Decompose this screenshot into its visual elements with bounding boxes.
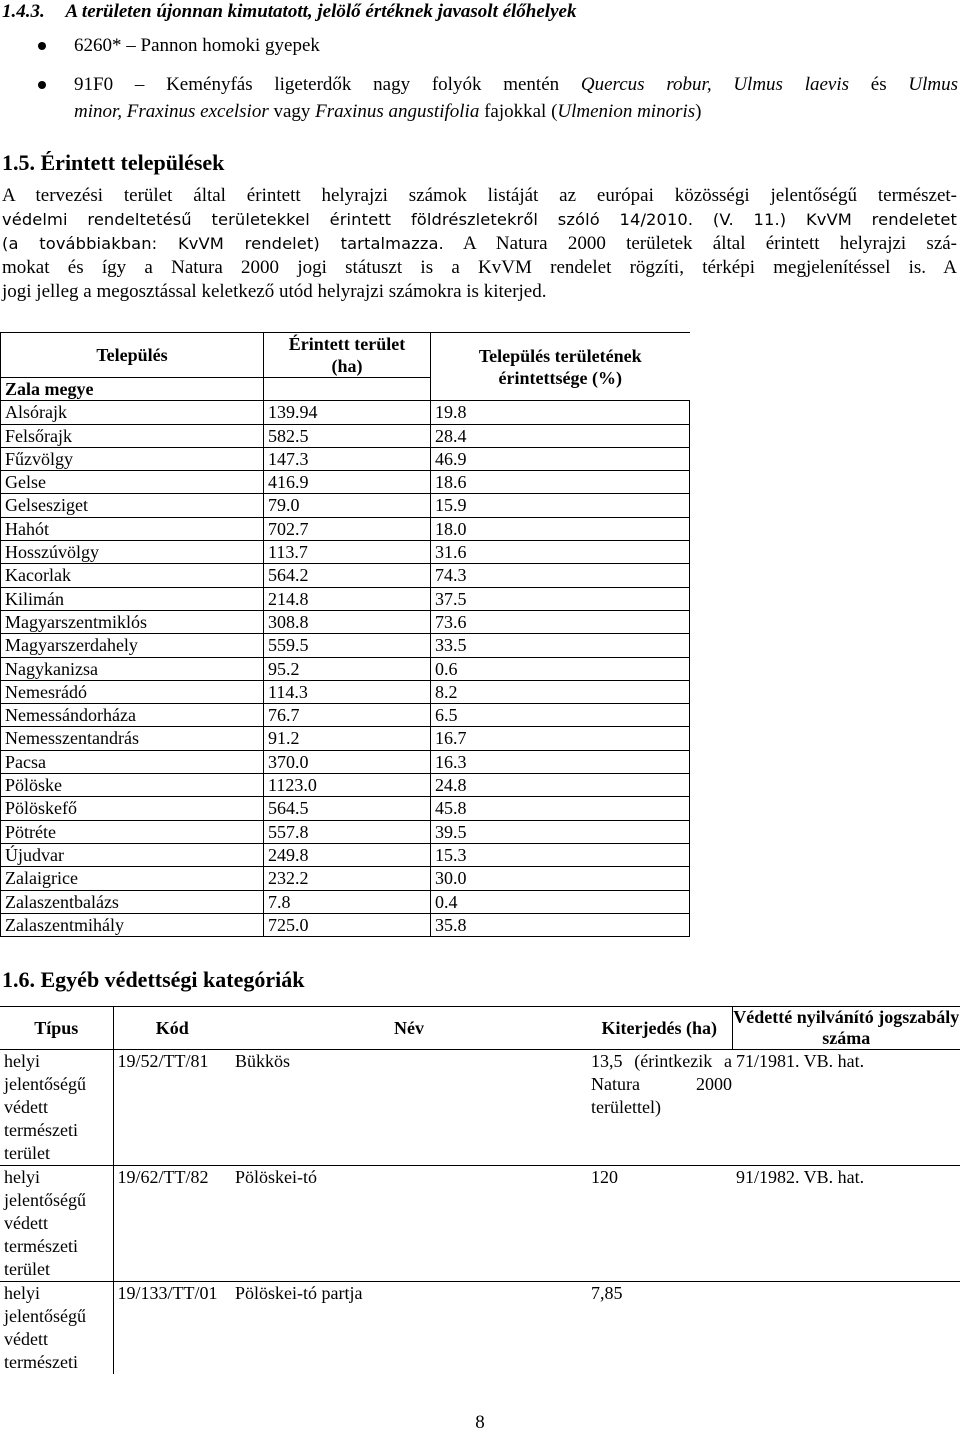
cell-erintettseg: 18.0	[431, 517, 690, 540]
cell-code: 19/52/TT/81	[113, 1050, 231, 1166]
empty-cell	[264, 378, 431, 401]
section-heading-1-4-3	[2, 0, 576, 24]
cell-erintettseg: 33.5	[431, 634, 690, 657]
table-header-row	[1, 333, 690, 378]
table-row	[1, 401, 690, 424]
cell-erintett-terulet: 370.0	[264, 750, 431, 773]
cell-erintett-terulet: 91.2	[264, 727, 431, 750]
cell-erintett-terulet: 249.8	[264, 843, 431, 866]
section-title: Érintett települések	[40, 150, 225, 175]
cell-erintettseg: 39.5	[431, 820, 690, 843]
cell-erintettseg: 30.0	[431, 867, 690, 890]
cell-name: Pölöskei-tó partja	[235, 1283, 363, 1303]
table-row	[1, 727, 690, 750]
table-row	[1, 680, 690, 703]
cell-erintett-terulet: 559.5	[264, 634, 431, 657]
cell-telepules: Nemesrádó	[1, 680, 264, 703]
cell-telepules: Nagykanizsa	[1, 657, 264, 680]
bullet-item: 6260* – Pannon homoki gyepek	[74, 35, 320, 56]
table-row	[1, 890, 690, 913]
cell-erintett-terulet: 232.2	[264, 867, 431, 890]
cell-erintett-terulet: 308.8	[264, 610, 431, 633]
cell-telepules: Hosszúvölgy	[1, 541, 264, 564]
section-number: 1.6.	[2, 967, 35, 992]
cell-erintett-terulet: 139.94	[264, 401, 431, 424]
table-row	[1, 820, 690, 843]
col-header-tipus: Típus	[0, 1007, 113, 1050]
cell-telepules: Kilimán	[1, 587, 264, 610]
section-number: 1.5.	[2, 150, 35, 175]
cell-erintettseg: 16.3	[431, 750, 690, 773]
bullet-dot	[38, 42, 46, 50]
cell-telepules: Zalaszentmihály	[1, 913, 264, 936]
table-row	[1, 704, 690, 727]
col-header-erintett-terulet: Érintett terület (ha)	[264, 333, 431, 378]
cell-telepules: Pölöskefő	[1, 797, 264, 820]
table-row	[1, 564, 690, 587]
table-row	[1, 843, 690, 866]
cell-erintett-terulet: 725.0	[264, 913, 431, 936]
telepulesek-table	[0, 332, 690, 937]
cell-code: 19/133/TT/01	[117, 1283, 218, 1303]
table-row	[1, 447, 690, 470]
table-row	[0, 1050, 960, 1166]
cell-telepules: Kacorlak	[1, 564, 264, 587]
cell-erintett-terulet: 702.7	[264, 517, 431, 540]
cell-type: helyi jelentőségű védett természeti	[0, 1282, 113, 1375]
cell-telepules: Nemessándorháza	[1, 704, 264, 727]
cell-telepules: Pacsa	[1, 750, 264, 773]
cell-erintett-terulet: 1123.0	[264, 774, 431, 797]
section-number: 1.4.3.	[2, 1, 45, 22]
section-heading-1-5	[2, 150, 224, 176]
page-number: 8	[475, 1412, 485, 1433]
cell-erintettseg: 18.6	[431, 471, 690, 494]
table-row	[1, 471, 690, 494]
cell-erintett-terulet: 7.8	[264, 890, 431, 913]
cell-telepules: Magyarszerdahely	[1, 634, 264, 657]
cell-erintettseg: 46.9	[431, 447, 690, 470]
cell-erintettseg: 74.3	[431, 564, 690, 587]
cell-name: Pölöskei-tó	[231, 1166, 587, 1282]
vedettsegi-table	[0, 1006, 960, 1374]
cell-erintettseg: 35.8	[431, 913, 690, 936]
cell-telepules: Pölöske	[1, 774, 264, 797]
table-row	[0, 1282, 960, 1375]
cell-extent: 13,5 (érintkezik a Natura 2000 területtel)	[587, 1050, 732, 1166]
cell-erintett-terulet: 114.3	[264, 680, 431, 703]
cell-telepules: Felsőrajk	[1, 424, 264, 447]
cell-erintettseg: 19.8	[431, 401, 690, 424]
bullet-item-continuation: minor, Fraxinus excelsior vagy Fraxinus angustifolia fajokkal (Ulmenion minoris)	[74, 101, 702, 122]
cell-telepules: Újudvar	[1, 843, 264, 866]
cell-extent: 120	[587, 1166, 732, 1282]
table-row	[1, 587, 690, 610]
cell-law	[732, 1282, 960, 1375]
cell-erintett-terulet: 564.2	[264, 564, 431, 587]
cell-erintett-terulet: 557.8	[264, 820, 431, 843]
table-row	[1, 867, 690, 890]
cell-erintett-terulet: 147.3	[264, 447, 431, 470]
cell-erintett-terulet: 113.7	[264, 541, 431, 564]
cell-erintettseg: 16.7	[431, 727, 690, 750]
cell-erintettseg: 15.3	[431, 843, 690, 866]
cell-erintettseg: 45.8	[431, 797, 690, 820]
cell-telepules: Hahót	[1, 517, 264, 540]
cell-code: 19/62/TT/82	[113, 1166, 231, 1282]
table-row	[1, 494, 690, 517]
cell-type: helyi jelentőségű védett természeti terület	[0, 1050, 113, 1166]
table-row	[1, 797, 690, 820]
bullet-dot	[38, 81, 46, 89]
col-header-telepules: Település	[1, 333, 264, 378]
table-row	[1, 517, 690, 540]
cell-telepules: Fűzvölgy	[1, 447, 264, 470]
table-row	[1, 424, 690, 447]
table-row	[1, 634, 690, 657]
cell-erintettseg: 73.6	[431, 610, 690, 633]
table-row	[1, 657, 690, 680]
cell-law: 71/1981. VB. hat.	[732, 1050, 960, 1166]
cell-telepules: Nemesszentandrás	[1, 727, 264, 750]
cell-telepules: Gelse	[1, 471, 264, 494]
cell-type: helyi jelentőségű védett természeti terület	[0, 1166, 113, 1282]
cell-erintettseg: 8.2	[431, 680, 690, 703]
cell-erintettseg: 6.5	[431, 704, 690, 727]
table-row	[0, 1166, 960, 1282]
cell-telepules: Zalaigrice	[1, 867, 264, 890]
cell-erintettseg: 24.8	[431, 774, 690, 797]
cell-telepules: Gelsesziget	[1, 494, 264, 517]
cell-telepules: Pötréte	[1, 820, 264, 843]
cell-erintettseg: 0.4	[431, 890, 690, 913]
section-title: A területen újonnan kimutatott, jelölő értéknek javasolt élőhelyek	[65, 1, 577, 22]
col-header-erintettseg: Település területének érintettsége (%)	[431, 333, 690, 401]
cell-erintett-terulet: 582.5	[264, 424, 431, 447]
section-title: Egyéb védettségi kategóriák	[40, 967, 305, 992]
cell-erintett-terulet: 564.5	[264, 797, 431, 820]
cell-erintettseg: 0.6	[431, 657, 690, 680]
cell-erintettseg: 31.6	[431, 541, 690, 564]
cell-name: Bükkös	[231, 1050, 587, 1166]
cell-erintett-terulet: 76.7	[264, 704, 431, 727]
cell-extent: 7,85	[591, 1283, 623, 1303]
cell-erintett-terulet: 214.8	[264, 587, 431, 610]
cell-telepules: Zalaszentbalázs	[1, 890, 264, 913]
section-heading-1-6	[2, 966, 304, 994]
cell-erintettseg: 37.5	[431, 587, 690, 610]
bullet-item: 91F0 – Keményfás ligeterdők nagy folyók mentén Quercus robur, Ulmus laevis és Ulmus	[74, 74, 958, 95]
col-header-kiterjedes: Kiterjedés (ha)	[587, 1007, 732, 1050]
cell-erintettseg: 15.9	[431, 494, 690, 517]
table-row	[1, 774, 690, 797]
table-row	[1, 541, 690, 564]
col-header-kod: Kód	[113, 1007, 231, 1050]
table-row	[1, 750, 690, 773]
cell-telepules: Magyarszentmiklós	[1, 610, 264, 633]
col-header-nev: Név	[231, 1007, 587, 1050]
cell-erintett-terulet: 79.0	[264, 494, 431, 517]
cell-telepules: Alsórajk	[1, 401, 264, 424]
table-row	[1, 913, 690, 936]
cell-erintett-terulet: 95.2	[264, 657, 431, 680]
col-header-jogszabaly: Védetté nyilvánító jogszabály száma	[733, 1007, 960, 1048]
cell-erintett-terulet: 416.9	[264, 471, 431, 494]
paragraph-erintett: A tervezési terület által érintett helyrajzi számok listáját az európai közösségi jelentőségű természet- védelmi rendeltetésű területekkel érintett földrészletekről szóló 14/2010. (V. 11.) KvVM rendeletet (a továbbiakban: KvVM rendelet) tartalmazza. A Natura 2000 területek által érintett helyrajzi szá- mokat és így a Natura 2000 jogi státuszt is a KvVM rendelet rögzíti, térképi megjelenítéssel is. A jogi jelleg a megosztással keletkező utód helyrajzi számokra is kiterjed.	[2, 185, 958, 302]
group-zala-megye: Zala megye	[1, 378, 264, 401]
table-header-row	[0, 1007, 960, 1050]
cell-erintettseg: 28.4	[431, 424, 690, 447]
cell-law: 91/1982. VB. hat.	[732, 1166, 960, 1282]
table-row	[1, 610, 690, 633]
